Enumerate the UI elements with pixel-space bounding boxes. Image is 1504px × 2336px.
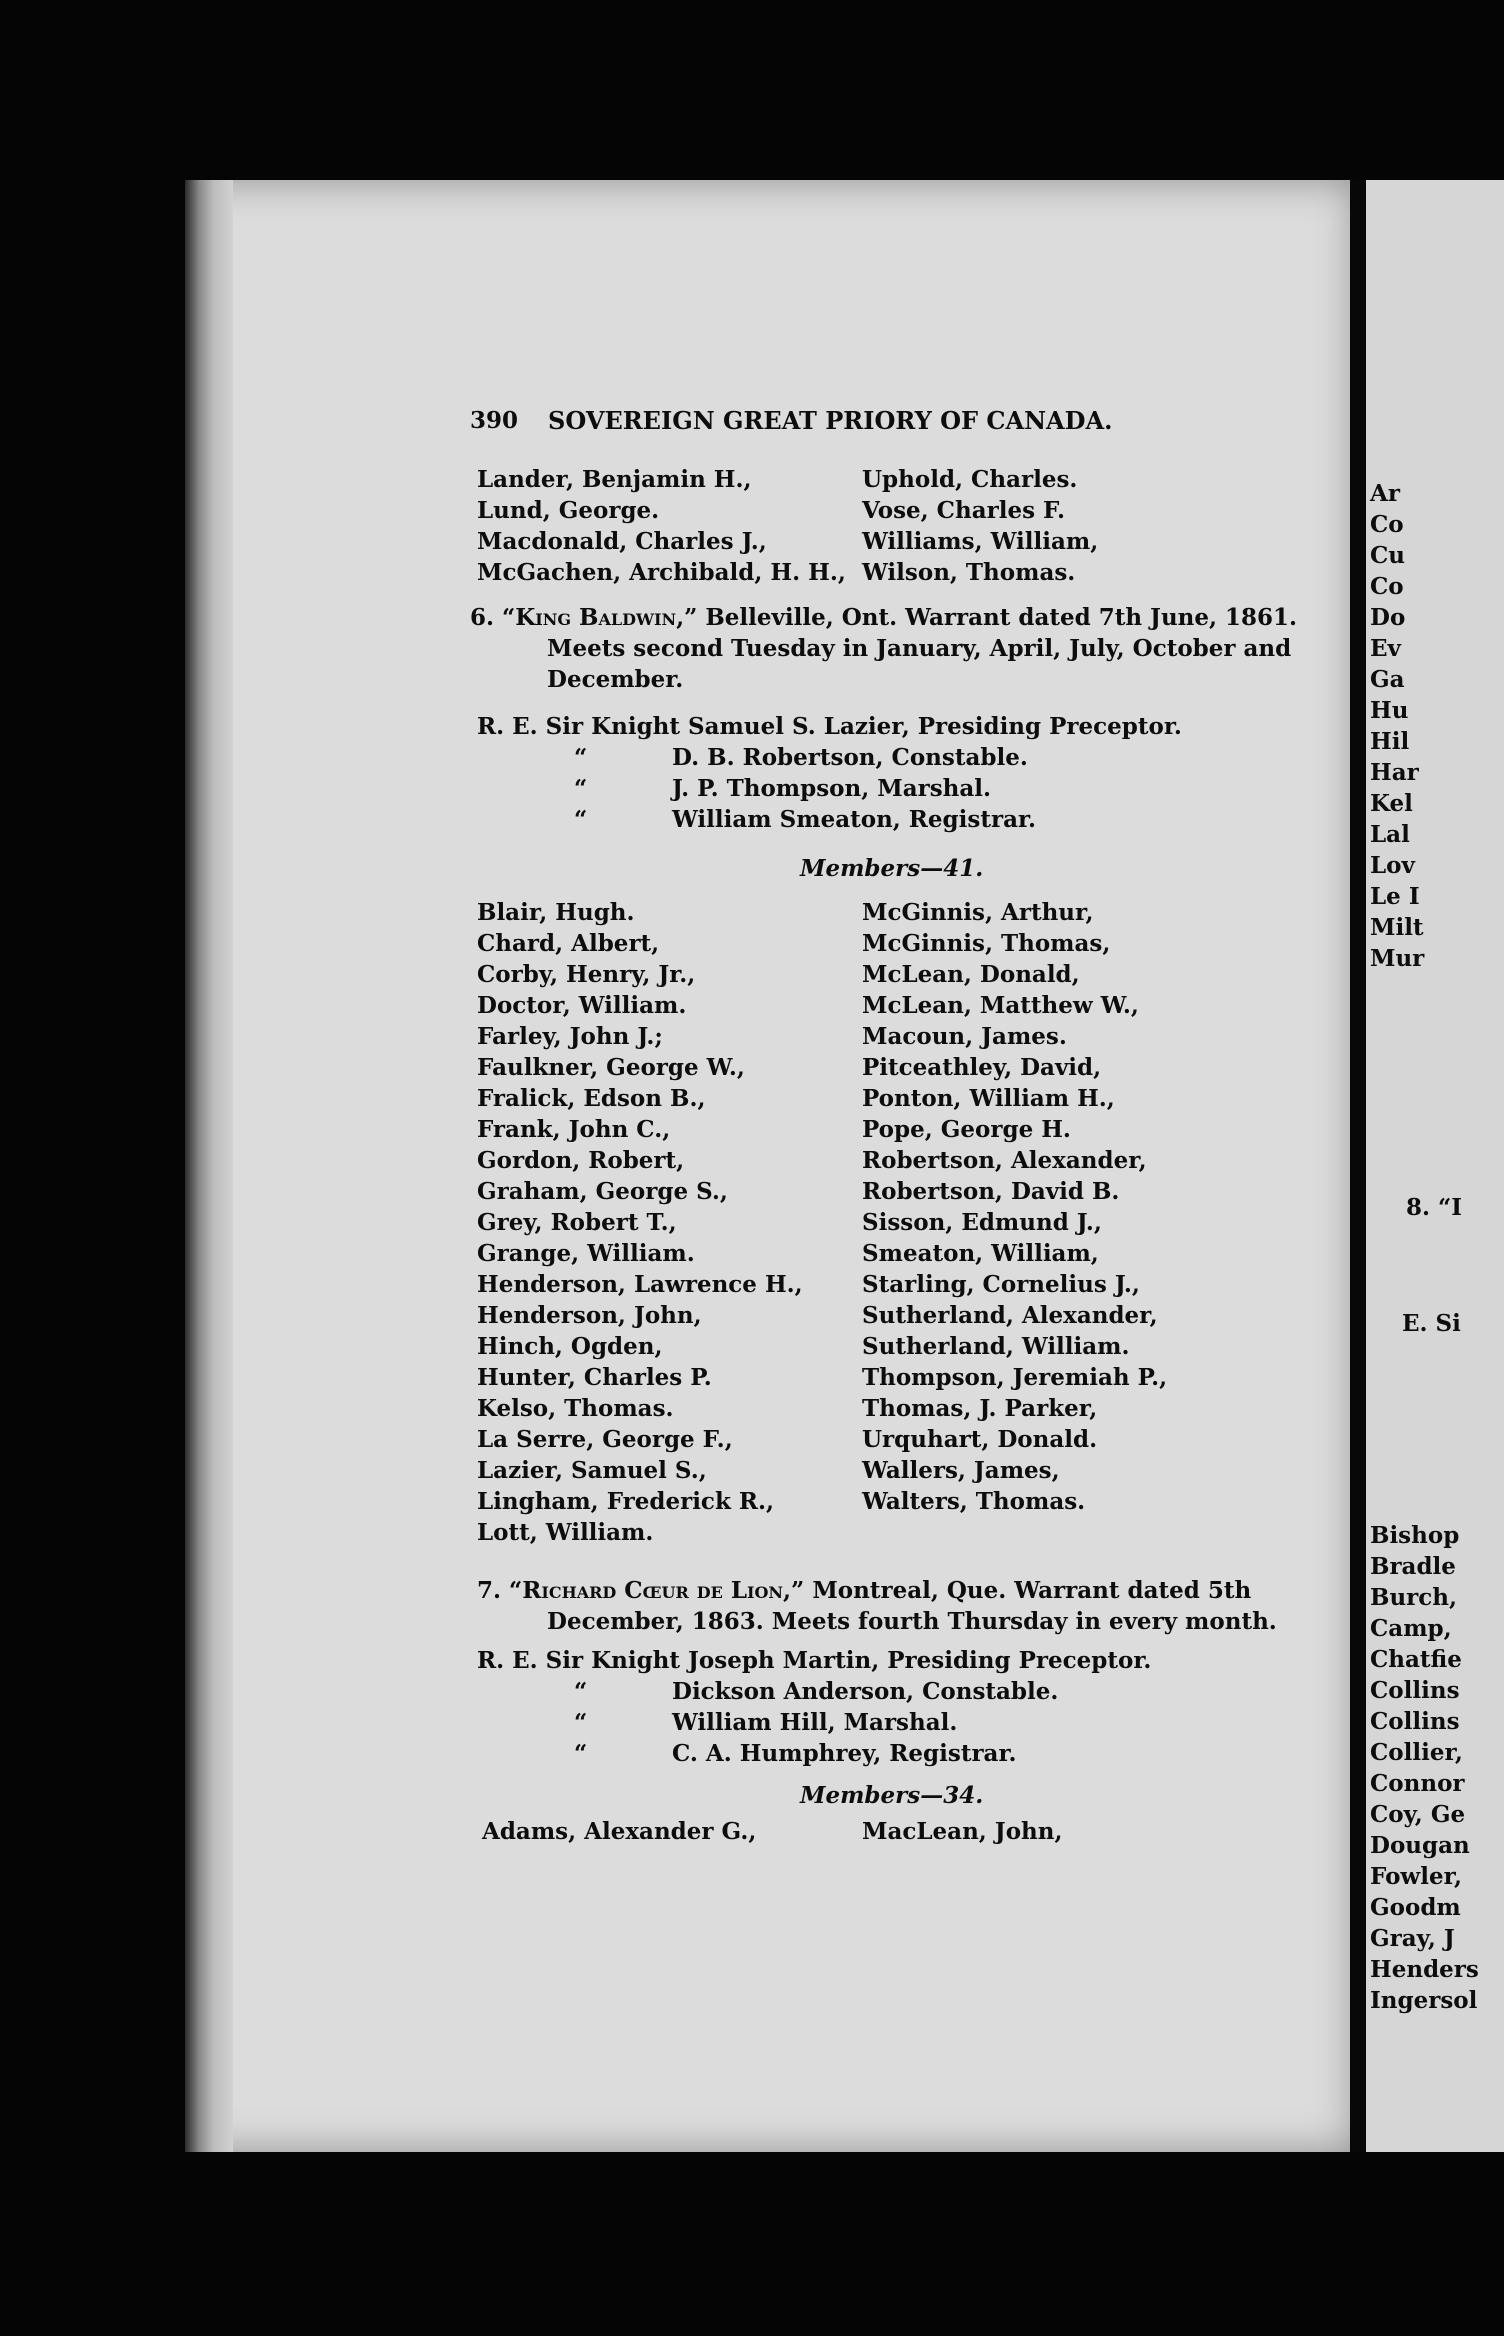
ditto-mark: “ <box>574 1678 588 1705</box>
member-name: Farley, John J.; <box>477 1023 663 1050</box>
preceptory-7-members-left <box>482 1816 756 1847</box>
member-name: Sutherland, Alexander, <box>862 1302 1158 1329</box>
member-name: Lott, William. <box>477 1519 654 1546</box>
ditto-mark: “ <box>574 1740 588 1767</box>
facing-page-fragment: Hil <box>1370 728 1410 755</box>
member-name: Walters, Thomas. <box>862 1488 1086 1515</box>
facing-page-fragment: Bradle <box>1370 1553 1456 1580</box>
facing-page-upper-list <box>1370 478 1424 974</box>
member-name: McLean, Donald, <box>862 961 1080 988</box>
facing-page-fragment: Lov <box>1370 852 1415 879</box>
preceptory-6-members-left <box>477 897 803 1548</box>
facing-page-fragment: Mur <box>1370 945 1425 972</box>
facing-page-fragment: Collins <box>1370 1677 1460 1704</box>
member-name: Hunter, Charles P. <box>477 1364 712 1391</box>
member-name: Adams, Alexander G., <box>482 1818 757 1845</box>
member-name: Sutherland, William. <box>862 1333 1130 1360</box>
member-name: Pope, George H. <box>862 1116 1071 1143</box>
preceptory-6-warrant: Belleville, Ont. Warrant dated 7th June, 1861. <box>705 604 1298 631</box>
preceptory-7-officer: William Hill, Marshal. <box>672 1709 958 1736</box>
member-name: Chard, Albert, <box>477 930 660 957</box>
member-name: Fralick, Edson B., <box>477 1085 706 1112</box>
facing-page-fragment: Coy, Ge <box>1370 1801 1466 1828</box>
ditto-mark: “ <box>574 775 588 802</box>
preceptory-7-name: “Richard Cœur de Lion,” <box>509 1577 805 1604</box>
facing-page-fragment: Lal <box>1370 821 1410 848</box>
facing-page-fragment: Gray, J <box>1370 1925 1455 1952</box>
ditto-mark: “ <box>574 806 588 833</box>
member-name: La Serre, George F., <box>477 1426 733 1453</box>
member-name: Ponton, William H., <box>862 1085 1115 1112</box>
member-name: Frank, John C., <box>477 1116 671 1143</box>
member-name: Gordon, Robert, <box>477 1147 685 1174</box>
member-name: McLean, Matthew W., <box>862 992 1139 1019</box>
facing-page-fragment: Collier, <box>1370 1739 1463 1766</box>
member-name: Doctor, William. <box>477 992 687 1019</box>
page-title: SOVEREIGN GREAT PRIORY OF CANADA. <box>548 406 1113 435</box>
facing-page-fragment: Ga <box>1370 666 1405 693</box>
preceptory-6-officer: William Smeaton, Registrar. <box>672 806 1036 833</box>
member-name: MacLean, John, <box>862 1818 1063 1845</box>
preceptory-6-number: 6. <box>470 604 495 631</box>
member-name: Starling, Cornelius J., <box>862 1271 1140 1298</box>
facing-page-fragment: Henders <box>1370 1956 1479 1983</box>
member-name: Wallers, James, <box>862 1457 1060 1484</box>
preceptory-7-officer: C. A. Humphrey, Registrar. <box>672 1740 1017 1767</box>
facing-page-fragment: Collins <box>1370 1708 1460 1735</box>
page-binding-edge <box>185 180 233 2152</box>
member-name: Lingham, Frederick R., <box>477 1488 775 1515</box>
facing-page-fragment: Co <box>1370 511 1404 538</box>
member-name: Macoun, James. <box>862 1023 1067 1050</box>
preceptory-7-heading <box>477 1575 1251 1606</box>
top-members-left-list <box>477 464 846 588</box>
facing-page-fragment: Ar <box>1370 480 1400 507</box>
facing-page-fragment: Fowler, <box>1370 1863 1463 1890</box>
preceptory-6-members-right <box>862 897 1167 1517</box>
member-name: Corby, Henry, Jr., <box>477 961 696 988</box>
preceptory-7-meets: December, 1863. Meets fourth Thursday in every month. <box>547 1608 1277 1635</box>
member-name: Henderson, John, <box>477 1302 702 1329</box>
member-name: Macdonald, Charles J., <box>477 528 767 555</box>
facing-page-fragment: Ingersol <box>1370 1987 1478 2014</box>
member-name: Graham, George S., <box>477 1178 728 1205</box>
member-name: Pitceathley, David, <box>862 1054 1102 1081</box>
facing-page-fragment: Milt <box>1370 914 1424 941</box>
preceptory-6-officer: D. B. Robertson, Constable. <box>672 744 1028 771</box>
facing-page-entry-8: 8. “I <box>1406 1194 1463 1221</box>
ditto-mark: “ <box>574 744 588 771</box>
facing-page-fragment: Camp, <box>1370 1615 1452 1642</box>
member-name: Williams, William, <box>862 528 1099 555</box>
facing-page-fragment: Connor <box>1370 1770 1465 1797</box>
facing-page-fragment: Goodm <box>1370 1894 1461 1921</box>
facing-page-fragment: Ev <box>1370 635 1401 662</box>
member-name: Smeaton, William, <box>862 1240 1099 1267</box>
page-gutter <box>1350 180 1366 2152</box>
facing-page-fragment: Cu <box>1370 542 1406 569</box>
preceptory-6-members-heading: Members—41. <box>800 855 984 882</box>
preceptory-7-members-heading: Members—34. <box>800 1782 984 1809</box>
member-name: Grange, William. <box>477 1240 695 1267</box>
member-name: Lander, Benjamin H., <box>477 466 752 493</box>
member-name: Sisson, Edmund J., <box>862 1209 1102 1236</box>
member-name: Grey, Robert T., <box>477 1209 677 1236</box>
preceptory-7-warrant: Montreal, Que. Warrant dated 5th <box>812 1577 1252 1604</box>
preceptory-6-officer: J. P. Thompson, Marshal. <box>672 775 992 802</box>
member-name: Faulkner, George W., <box>477 1054 745 1081</box>
member-name: Uphold, Charles. <box>862 466 1078 493</box>
facing-page <box>1366 180 1504 2152</box>
preceptory-6-meets: Meets second Tuesday in January, April, July, October and <box>547 635 1292 662</box>
facing-page-lower-list <box>1370 1520 1479 2016</box>
preceptory-6-presiding: R. E. Sir Knight Samuel S. Lazier, Presiding Preceptor. <box>477 713 1182 740</box>
facing-page-fragment: Hu <box>1370 697 1409 724</box>
facing-page-fragment: Chatfie <box>1370 1646 1462 1673</box>
preceptory-7-members-right <box>862 1816 1063 1847</box>
member-name: Thomas, J. Parker, <box>862 1395 1098 1422</box>
member-name: Urquhart, Donald. <box>862 1426 1098 1453</box>
member-name: Blair, Hugh. <box>477 899 635 926</box>
preceptory-7-presiding: R. E. Sir Knight Joseph Martin, Presiding Preceptor. <box>477 1647 1152 1674</box>
facing-page-fragment: Co <box>1370 573 1404 600</box>
member-name: Lazier, Samuel S., <box>477 1457 707 1484</box>
member-name: Thompson, Jeremiah P., <box>862 1364 1168 1391</box>
facing-page-fragment: Do <box>1370 604 1406 631</box>
member-name: McGinnis, Arthur, <box>862 899 1094 926</box>
facing-page-fragment: Kel <box>1370 790 1413 817</box>
member-name: Robertson, David B. <box>862 1178 1120 1205</box>
member-name: Kelso, Thomas. <box>477 1395 674 1422</box>
top-members-right-list <box>862 464 1098 588</box>
member-name: Lund, George. <box>477 497 660 524</box>
member-name: Henderson, Lawrence H., <box>477 1271 803 1298</box>
preceptory-6-name: “King Baldwin,” <box>502 604 698 631</box>
preceptory-7-number: 7. <box>477 1577 502 1604</box>
facing-page-fragment: Dougan <box>1370 1832 1470 1859</box>
ditto-mark: “ <box>574 1709 588 1736</box>
member-name: Wilson, Thomas. <box>862 559 1076 586</box>
page-number: 390 <box>470 407 519 434</box>
preceptory-6-meets-cont: December. <box>547 666 684 693</box>
facing-page-fragment: Le I <box>1370 883 1420 910</box>
member-name: Hinch, Ogden, <box>477 1333 663 1360</box>
member-name: McGachen, Archibald, H. H., <box>477 559 846 586</box>
preceptory-7-officer: Dickson Anderson, Constable. <box>672 1678 1059 1705</box>
member-name: Robertson, Alexander, <box>862 1147 1147 1174</box>
member-name: Vose, Charles F. <box>862 497 1066 524</box>
facing-page-fragment: Burch, <box>1370 1584 1458 1611</box>
preceptory-6-heading <box>470 602 1297 633</box>
facing-page-officer: E. Si <box>1402 1310 1461 1337</box>
facing-page-fragment: Bishop <box>1370 1522 1460 1549</box>
facing-page-fragment: Har <box>1370 759 1419 786</box>
member-name: McGinnis, Thomas, <box>862 930 1111 957</box>
